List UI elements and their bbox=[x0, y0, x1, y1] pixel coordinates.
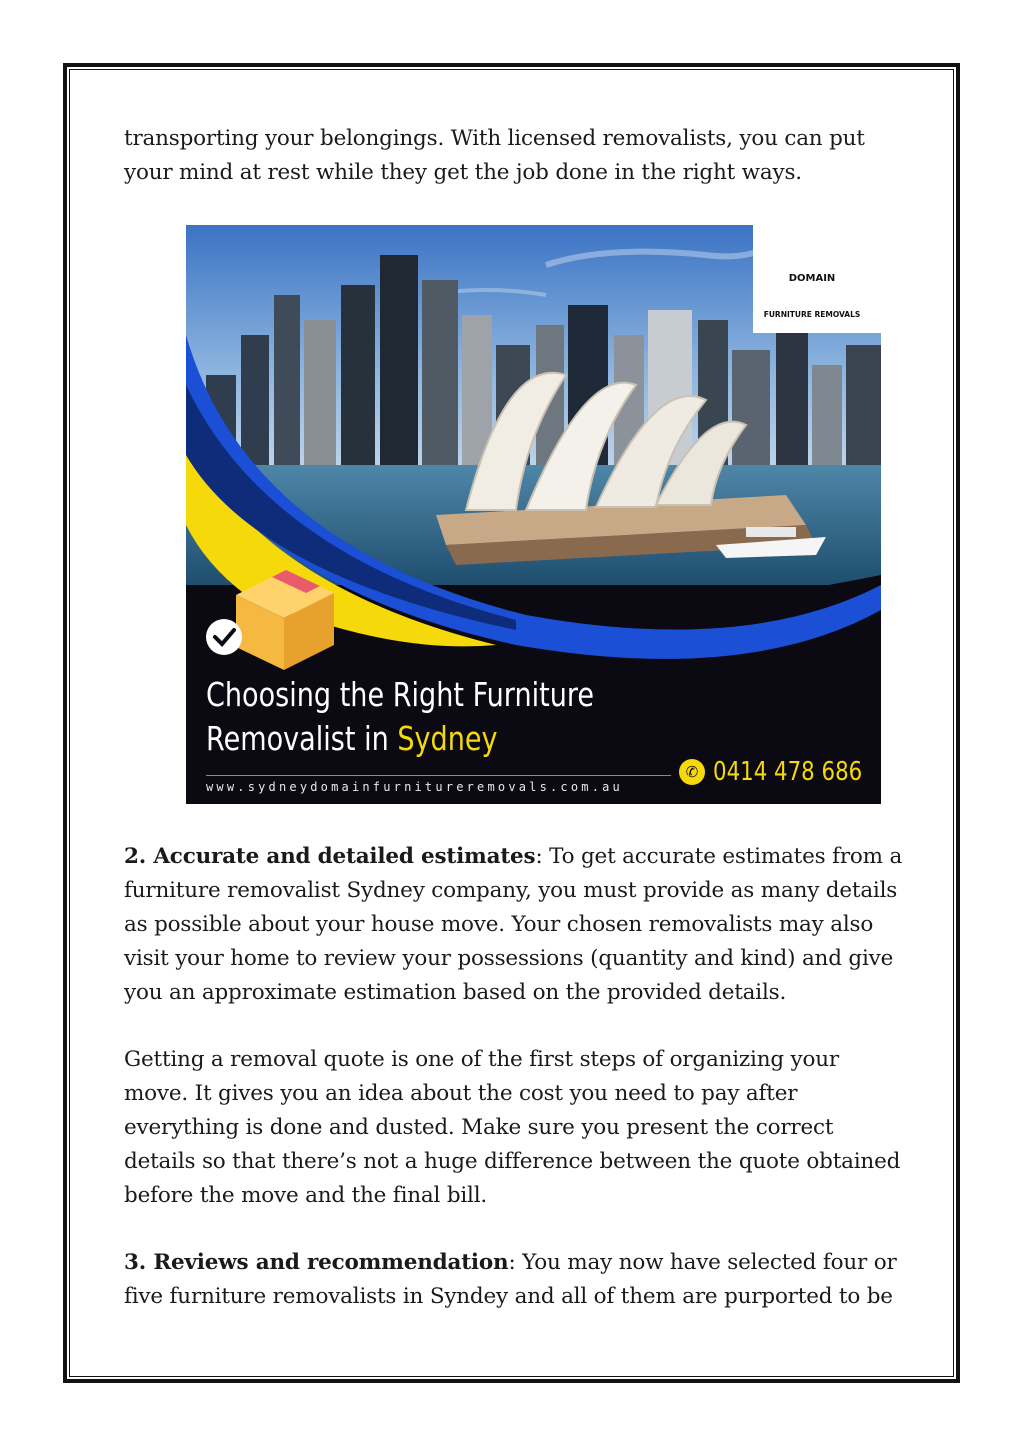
promo-banner-image bbox=[186, 225, 881, 804]
section-3-heading: 3. Reviews and recommendation bbox=[124, 1250, 509, 1275]
phone-number: 0414 478 686 bbox=[713, 757, 863, 787]
logo-name: DOMAIN bbox=[788, 273, 836, 284]
promo-divider bbox=[206, 775, 671, 776]
phone-icon: ✆ bbox=[679, 759, 705, 785]
section-2-heading: 2. Accurate and detailed estimates bbox=[124, 844, 536, 869]
headline-highlight: Sydney bbox=[397, 719, 498, 758]
section-2-followup: Getting a removal quote is one of the first steps of organizing your move. It gives you an idea about the cost you need to pay after everything is done and dusted. Make sure you present the correct details so that there’s not a huge difference between the quote obtained before the move and the final bill. bbox=[124, 1047, 901, 1208]
logo-top-text: SYDNEY bbox=[796, 245, 828, 253]
promo-phone bbox=[679, 757, 881, 787]
company-logo bbox=[753, 225, 871, 333]
section-2-text: : To get accurate estimates from a furniture removalist Sydney company, you must provide as many details as possible about your house move. Your chosen removalists may also visit your home to review your possessions (quantity and kind) and give you an approximate estimation based on the provided details. bbox=[124, 844, 903, 1005]
headline-line-1: Choosing the Right Furniture bbox=[206, 675, 595, 714]
logo-subtitle: FURNITURE REMOVALS bbox=[763, 310, 861, 319]
section-3-text: : You may now have selected four or five furniture removalists in Syndey and all of them are purported to be bbox=[124, 1250, 897, 1309]
headline-line-2: Removalist in bbox=[206, 719, 398, 758]
section-3-paragraph bbox=[124, 1246, 904, 1314]
promo-website: www.sydneydomainfurnitureremovals.com.au bbox=[206, 780, 623, 794]
intro-paragraph: transporting your belongings. With licensed removalists, you can put your mind at rest while they get the job done in the right ways. bbox=[124, 126, 865, 185]
promo-headline bbox=[206, 673, 594, 761]
section-2-paragraph bbox=[124, 840, 904, 1010]
